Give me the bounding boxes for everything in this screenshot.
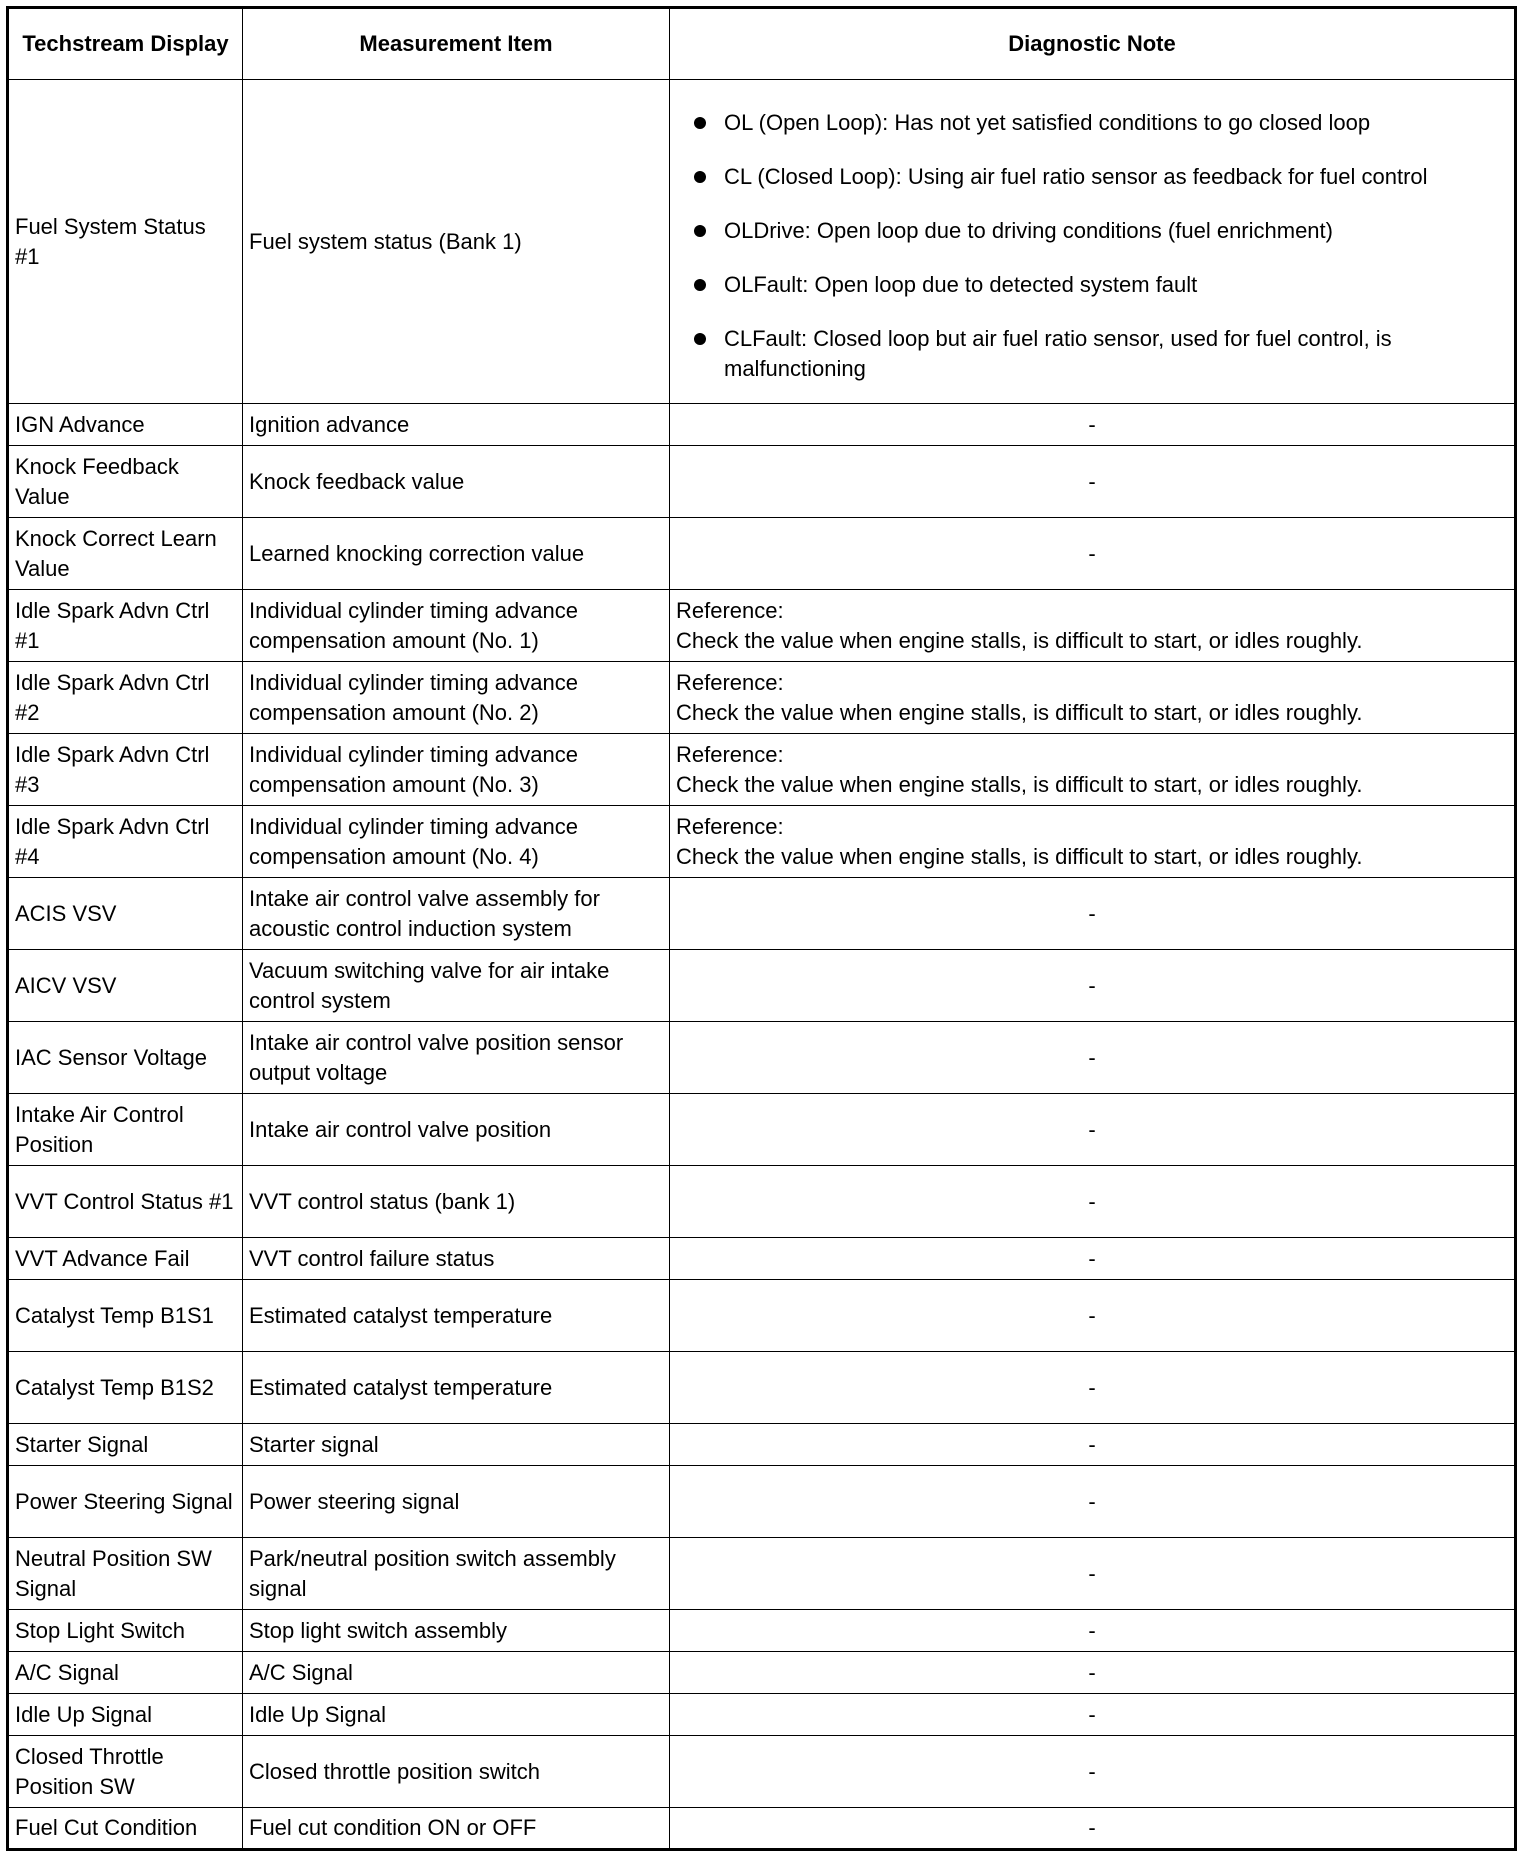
data-list-table [6,6,1517,1851]
cell-display: Idle Spark Advn Ctrl #2 [8,662,243,734]
table-row [8,404,1516,446]
cell-item: Intake air control valve assembly for acoustic control induction system [243,878,670,950]
cell-item: VVT control failure status [243,1238,670,1280]
cell-item: Estimated catalyst temperature [243,1352,670,1424]
cell-note: - [670,1652,1516,1694]
cell-display: Fuel System Status #1 [8,80,243,404]
note-reference-text: Check the value when engine stalls, is difficult to start, or idles roughly. [676,699,1363,725]
cell-item: Estimated catalyst temperature [243,1280,670,1352]
cell-item: VVT control status (bank 1) [243,1166,670,1238]
table-row [8,1424,1516,1466]
cell-note: - [670,1238,1516,1280]
cell-note: - [670,1352,1516,1424]
cell-note [670,80,1516,404]
cell-display: IAC Sensor Voltage [8,1022,243,1094]
table-row [8,1352,1516,1424]
table-row [8,662,1516,734]
cell-display: Knock Correct Learn Value [8,518,243,590]
cell-display: ACIS VSV [8,878,243,950]
table-header-row [8,8,1516,80]
cell-note: - [670,1610,1516,1652]
header-techstream-display: Techstream Display [8,8,243,80]
cell-item: Ignition advance [243,404,670,446]
cell-display: Idle Spark Advn Ctrl #1 [8,590,243,662]
list-item [676,216,1508,246]
table-row [8,1694,1516,1736]
cell-display: Intake Air Control Position [8,1094,243,1166]
cell-note [670,662,1516,734]
table-row [8,446,1516,518]
bullet-icon [694,171,706,183]
cell-item: Learned knocking correction value [243,518,670,590]
bullet-text: OL (Open Loop): Has not yet satisfied conditions to go closed loop [724,109,1371,135]
cell-display: Neutral Position SW Signal [8,1538,243,1610]
table-row [8,1466,1516,1538]
bullet-text: OLDrive: Open loop due to driving conditions (fuel enrichment) [724,217,1333,243]
cell-display: Closed Throttle Position SW [8,1736,243,1808]
table-row [8,878,1516,950]
table-row [8,1736,1516,1808]
table-row [8,734,1516,806]
list-item [676,108,1508,138]
list-item [676,162,1508,192]
bullet-icon [694,279,706,291]
bullet-icon [694,117,706,129]
cell-note [670,590,1516,662]
cell-item: Fuel system status (Bank 1) [243,80,670,404]
cell-item: Intake air control valve position [243,1094,670,1166]
note-reference-label: Reference: [676,813,784,839]
cell-display: Idle Spark Advn Ctrl #4 [8,806,243,878]
cell-display: Idle Spark Advn Ctrl #3 [8,734,243,806]
bullet-text: CLFault: Closed loop but air fuel ratio sensor, used for fuel control, is malfunctioning [724,325,1392,381]
cell-note: - [670,1736,1516,1808]
cell-note [670,734,1516,806]
cell-item: Individual cylinder timing advance compensation amount (No. 1) [243,590,670,662]
cell-display: VVT Advance Fail [8,1238,243,1280]
header-measurement-item: Measurement Item [243,8,670,80]
cell-item: Knock feedback value [243,446,670,518]
table-row [8,1022,1516,1094]
cell-item: Vacuum switching valve for air intake control system [243,950,670,1022]
cell-display: AICV VSV [8,950,243,1022]
table-row [8,1166,1516,1238]
cell-item: Stop light switch assembly [243,1610,670,1652]
table-row [8,1610,1516,1652]
table-row [8,1280,1516,1352]
table-row [8,1238,1516,1280]
note-reference-text: Check the value when engine stalls, is difficult to start, or idles roughly. [676,843,1363,869]
list-item [676,270,1508,300]
cell-item: Closed throttle position switch [243,1736,670,1808]
bullet-text: CL (Closed Loop): Using air fuel ratio sensor as feedback for fuel control [724,163,1428,189]
cell-item: Individual cylinder timing advance compensation amount (No. 3) [243,734,670,806]
table-row [8,518,1516,590]
table-body [8,80,1516,1850]
bullet-text: OLFault: Open loop due to detected system fault [724,271,1198,297]
cell-note: - [670,1694,1516,1736]
cell-item: A/C Signal [243,1652,670,1694]
cell-item: Starter signal [243,1424,670,1466]
cell-item: Park/neutral position switch assembly signal [243,1538,670,1610]
cell-display: IGN Advance [8,404,243,446]
table-row [8,1094,1516,1166]
cell-note: - [670,950,1516,1022]
note-reference-label: Reference: [676,669,784,695]
table-row [8,1808,1516,1850]
table-row [8,590,1516,662]
cell-display: Starter Signal [8,1424,243,1466]
cell-note: - [670,1466,1516,1538]
cell-note: - [670,446,1516,518]
table-row [8,1538,1516,1610]
cell-display: Catalyst Temp B1S2 [8,1352,243,1424]
cell-item: Fuel cut condition ON or OFF [243,1808,670,1850]
fuel-status-bullet-list [676,108,1508,384]
cell-item: Intake air control valve position sensor output voltage [243,1022,670,1094]
bullet-icon [694,225,706,237]
cell-note: - [670,1808,1516,1850]
cell-display: Idle Up Signal [8,1694,243,1736]
list-item [676,324,1508,384]
table-row [8,950,1516,1022]
note-reference-text: Check the value when engine stalls, is difficult to start, or idles roughly. [676,627,1363,653]
cell-display: Fuel Cut Condition [8,1808,243,1850]
cell-display: Knock Feedback Value [8,446,243,518]
cell-note: - [670,1280,1516,1352]
cell-item: Individual cylinder timing advance compensation amount (No. 4) [243,806,670,878]
cell-note: - [670,518,1516,590]
cell-note: - [670,1424,1516,1466]
cell-display: VVT Control Status #1 [8,1166,243,1238]
cell-display: Catalyst Temp B1S1 [8,1280,243,1352]
cell-note: - [670,404,1516,446]
cell-display: A/C Signal [8,1652,243,1694]
cell-display: Power Steering Signal [8,1466,243,1538]
note-reference-label: Reference: [676,741,784,767]
cell-display: Stop Light Switch [8,1610,243,1652]
cell-note: - [670,1166,1516,1238]
cell-note: - [670,1022,1516,1094]
note-reference-text: Check the value when engine stalls, is difficult to start, or idles roughly. [676,771,1363,797]
cell-item: Power steering signal [243,1466,670,1538]
cell-item: Idle Up Signal [243,1694,670,1736]
cell-note: - [670,878,1516,950]
data-list-document [6,6,1514,1851]
cell-note [670,806,1516,878]
header-diagnostic-note: Diagnostic Note [670,8,1516,80]
table-row [8,1652,1516,1694]
table-row [8,80,1516,404]
cell-note: - [670,1094,1516,1166]
note-reference-label: Reference: [676,597,784,623]
cell-note: - [670,1538,1516,1610]
cell-item: Individual cylinder timing advance compensation amount (No. 2) [243,662,670,734]
bullet-icon [694,333,706,345]
table-row [8,806,1516,878]
